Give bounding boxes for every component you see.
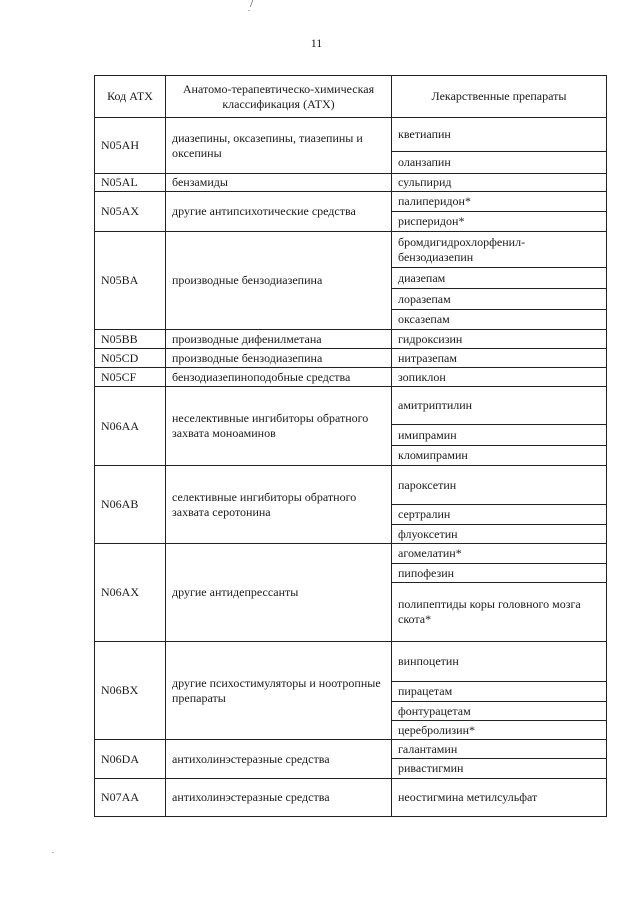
- atc-code: N05CD: [95, 349, 166, 368]
- atc-code: N05AH: [95, 118, 166, 174]
- drug-name: амитриптилин: [392, 387, 607, 425]
- drug-name: бромдигидрохлорфенил-бензодиазепин: [392, 232, 607, 268]
- drug-name: неостигмина метилсульфат: [392, 779, 607, 817]
- atc-classification: бензамиды: [166, 174, 392, 192]
- table-row: [95, 232, 607, 268]
- table-row: [95, 642, 607, 682]
- drug-name: имипрамин: [392, 425, 607, 446]
- atc-code: N06DA: [95, 740, 166, 779]
- drug-name: агомелатин*: [392, 544, 607, 564]
- atc-code: N05CF: [95, 368, 166, 387]
- atc-code: N06BX: [95, 642, 166, 740]
- table-row: [95, 192, 607, 212]
- drug-name: пипофезин: [392, 564, 607, 583]
- drug-name: лоразепам: [392, 289, 607, 310]
- drug-name: кветиапин: [392, 118, 607, 152]
- drug-name: сертралин: [392, 505, 607, 525]
- table-row: [95, 740, 607, 759]
- drug-name: фонтурацетам: [392, 702, 607, 721]
- drug-name: зопиклон: [392, 368, 607, 387]
- table-row: [95, 174, 607, 192]
- scan-speck: .: [248, 4, 250, 13]
- atc-code: N07AA: [95, 779, 166, 817]
- atc-code: N06AB: [95, 466, 166, 544]
- drug-name: полипептиды коры головного мозга скота*: [392, 583, 607, 642]
- drug-name: винпоцетин: [392, 642, 607, 682]
- table-row: [95, 544, 607, 564]
- atc-code: N05BA: [95, 232, 166, 330]
- header-row: [95, 76, 607, 118]
- drug-name: диазепам: [392, 268, 607, 289]
- drug-name: палиперидон*: [392, 192, 607, 212]
- drug-name: ривастигмин: [392, 759, 607, 779]
- drug-name: оланзапин: [392, 152, 607, 174]
- drug-name: гидроксизин: [392, 330, 607, 349]
- atc-code: N06AX: [95, 544, 166, 642]
- atc-classification: другие психостимуляторы и ноотропные препараты: [166, 642, 392, 740]
- scan-speck: .: [52, 846, 54, 855]
- table-row: [95, 466, 607, 505]
- drug-name: пирацетам: [392, 682, 607, 702]
- atc-code: N05AL: [95, 174, 166, 192]
- header-code: Код АТХ: [95, 76, 166, 118]
- drug-name: флуоксетин: [392, 525, 607, 544]
- table-row: [95, 349, 607, 368]
- header-drugs: Лекарственные препараты: [392, 76, 607, 118]
- atc-classification: бензодиазепиноподобные средства: [166, 368, 392, 387]
- table-row: [95, 368, 607, 387]
- atc-classification: производные дифенилметана: [166, 330, 392, 349]
- atc-code: N05BB: [95, 330, 166, 349]
- atc-classification: неселективные ингибиторы обратного захвата моноаминов: [166, 387, 392, 466]
- page-number: 11: [310, 36, 323, 50]
- table-row: [95, 779, 607, 817]
- drug-name: оксазепам: [392, 310, 607, 330]
- atc-classification: другие антипсихотические средства: [166, 192, 392, 232]
- table-row: [95, 330, 607, 349]
- atc-classification: производные бензодиазепина: [166, 349, 392, 368]
- atc-classification: диазепины, оксазепины, тиазепины и оксепины: [166, 118, 392, 174]
- drug-name: церебролизин*: [392, 721, 607, 740]
- drug-name: сульпирид: [392, 174, 607, 192]
- drug-name: пароксетин: [392, 466, 607, 505]
- pen-mark: /: [250, 0, 254, 10]
- drug-name: рисперидон*: [392, 212, 607, 232]
- atc-classification: другие антидепрессанты: [166, 544, 392, 642]
- atc-code: N06AA: [95, 387, 166, 466]
- atc-classification: селективные ингибиторы обратного захвата серотонина: [166, 466, 392, 544]
- atc-code: N05AX: [95, 192, 166, 232]
- header-classification: Анатомо-терапевтическо-химическая классификация (АТХ): [166, 76, 392, 118]
- drug-name: кломипрамин: [392, 446, 607, 466]
- atc-classification: антихолинэстеразные средства: [166, 779, 392, 817]
- atc-classification: антихолинэстеразные средства: [166, 740, 392, 779]
- drug-name: галантамин: [392, 740, 607, 759]
- table-row: [95, 387, 607, 425]
- drug-name: нитразепам: [392, 349, 607, 368]
- table-row: [95, 118, 607, 152]
- atc-classification: производные бензодиазепина: [166, 232, 392, 330]
- atc-table: [94, 75, 607, 817]
